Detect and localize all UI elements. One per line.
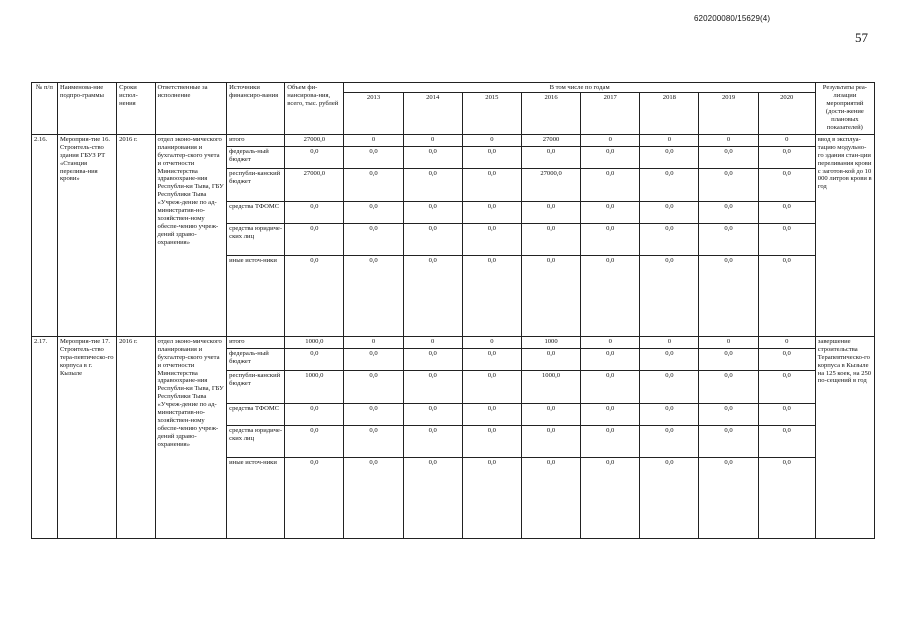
year-header-2018: 2018	[640, 92, 699, 134]
funding-source: средства ТФОМС	[227, 403, 285, 425]
year-value-2013: 0,0	[344, 255, 403, 336]
funding-source: иные источ-ники	[227, 255, 285, 336]
year-value-2019: 0,0	[699, 348, 758, 370]
year-value-2017: 0,0	[581, 348, 640, 370]
year-value-2014: 0,0	[403, 255, 462, 336]
col-total-header: Объем фи-нансирова-ния, всего, тыс. рублей	[285, 83, 344, 135]
year-value-2014: 0,0	[403, 403, 462, 425]
col-results-header: Результаты реа-лизации мероприятий (дости-жение плановых показателей)	[815, 83, 874, 135]
year-value-2014: 0,0	[403, 201, 462, 223]
year-value-2015: 0,0	[462, 425, 521, 457]
year-value-2020: 0,0	[758, 201, 815, 223]
year-value-2013: 0,0	[344, 403, 403, 425]
year-value-2013: 0,0	[344, 425, 403, 457]
execution-term: 2016 г.	[117, 336, 155, 538]
year-value-2015: 0,0	[462, 168, 521, 201]
year-value-2019: 0,0	[699, 146, 758, 168]
year-value-2018: 0,0	[640, 223, 699, 255]
year-value-2020: 0,0	[758, 425, 815, 457]
year-value-2015: 0,0	[462, 223, 521, 255]
year-value-2016: 1000	[521, 336, 580, 348]
funding-source: средства юридиче-ских лиц	[227, 223, 285, 255]
year-value-2016: 1000,0	[521, 370, 580, 403]
year-value-2016: 27000,0	[521, 168, 580, 201]
year-value-2015: 0,0	[462, 348, 521, 370]
year-header-2013: 2013	[344, 92, 403, 134]
year-value-2020: 0	[758, 336, 815, 348]
funding-total: 0,0	[285, 457, 344, 538]
col-sources-header: Источники финансиро-вания	[227, 83, 285, 135]
funding-total: 27000,0	[285, 134, 344, 146]
col-term-header: Сроки испол-нения	[117, 83, 155, 135]
year-value-2019: 0,0	[699, 403, 758, 425]
year-value-2018: 0,0	[640, 146, 699, 168]
funding-source: иные источ-ники	[227, 457, 285, 538]
year-value-2020: 0,0	[758, 348, 815, 370]
year-value-2017: 0,0	[581, 457, 640, 538]
year-value-2017: 0,0	[581, 425, 640, 457]
year-value-2017: 0,0	[581, 201, 640, 223]
subprogram-name: Мероприя-тие 16. Строитель-ство здания ГБУЗ РТ «Станция перелива-ния крови»	[57, 134, 116, 336]
year-value-2020: 0,0	[758, 168, 815, 201]
year-value-2020: 0	[758, 134, 815, 146]
year-value-2020: 0,0	[758, 255, 815, 336]
year-value-2016: 0,0	[521, 146, 580, 168]
col-years-header: В том числе по годам	[344, 83, 815, 93]
year-value-2014: 0	[403, 134, 462, 146]
execution-term: 2016 г.	[117, 134, 155, 336]
funding-source: республи-канский бюджет	[227, 168, 285, 201]
year-header-2016: 2016	[521, 92, 580, 134]
page-number: 57	[855, 30, 868, 45]
year-value-2013: 0,0	[344, 168, 403, 201]
year-value-2013: 0	[344, 134, 403, 146]
document-number: 620200080/15629(4)	[694, 14, 771, 23]
program-table	[31, 82, 875, 539]
year-value-2018: 0,0	[640, 457, 699, 538]
year-header-2019: 2019	[699, 92, 758, 134]
year-value-2015: 0,0	[462, 255, 521, 336]
year-value-2017: 0,0	[581, 255, 640, 336]
funding-source: средства ТФОМС	[227, 201, 285, 223]
funding-source: итого	[227, 134, 285, 146]
year-value-2019: 0,0	[699, 457, 758, 538]
year-value-2020: 0,0	[758, 457, 815, 538]
col-num-header: № п/п	[32, 83, 58, 135]
year-value-2013: 0,0	[344, 223, 403, 255]
year-value-2014: 0,0	[403, 223, 462, 255]
year-value-2014: 0,0	[403, 370, 462, 403]
year-value-2015: 0	[462, 134, 521, 146]
year-value-2013: 0,0	[344, 457, 403, 538]
year-value-2017: 0,0	[581, 370, 640, 403]
result-text: ввод в эксплуа-тацию модульно-го здания стан-ции переливания крови с заготов-кой до 10 000 литров крови в год	[815, 134, 874, 336]
funding-total: 1000,0	[285, 370, 344, 403]
funding-total: 0,0	[285, 403, 344, 425]
year-value-2019: 0,0	[699, 223, 758, 255]
year-value-2018: 0,0	[640, 201, 699, 223]
year-value-2014: 0,0	[403, 168, 462, 201]
responsible-party: отдел эконо-мического планирования и бухгалтер-ского учета и отчетности Министерства здравоохране-ния Республи-ки Тыва, ГБУ Республики Тыва «Учреж-дение по ад-министратив-но-хозяйствен-ному обеспе-чению учреж-дений здраво-охранения»	[155, 336, 227, 538]
funding-source: итого	[227, 336, 285, 348]
year-value-2017: 0,0	[581, 403, 640, 425]
row-number: 2.16.	[32, 134, 58, 336]
year-value-2014: 0,0	[403, 425, 462, 457]
year-value-2019: 0	[699, 336, 758, 348]
funding-source: средства юридиче-ских лиц	[227, 425, 285, 457]
table-header	[32, 83, 875, 135]
funding-source: республи-канский бюджет	[227, 370, 285, 403]
year-value-2017: 0	[581, 336, 640, 348]
year-value-2015: 0	[462, 336, 521, 348]
year-value-2016: 0,0	[521, 255, 580, 336]
year-value-2015: 0,0	[462, 201, 521, 223]
funding-source: федераль-ный бюджет	[227, 348, 285, 370]
year-value-2018: 0,0	[640, 255, 699, 336]
year-value-2013: 0,0	[344, 348, 403, 370]
year-value-2016: 0,0	[521, 223, 580, 255]
year-header-2014: 2014	[403, 92, 462, 134]
year-value-2013: 0,0	[344, 201, 403, 223]
year-value-2014: 0,0	[403, 348, 462, 370]
funding-total: 1000,0	[285, 336, 344, 348]
year-value-2019: 0,0	[699, 201, 758, 223]
funding-total: 0,0	[285, 223, 344, 255]
year-header-2017: 2017	[581, 92, 640, 134]
table-body	[32, 134, 875, 538]
subprogram-name: Мероприя-тие 17. Строитель-ство тера-певтическо-го корпуса в г. Кызыле	[57, 336, 116, 538]
responsible-party: отдел эконо-мического планирования и бухгалтер-ского учета и отчетности Министерства здравоохране-ния Республи-ки Тыва, ГБУ Республики Тыва «Учреж-дение по ад-министратив-но-хозяйствен-ному обеспе-чению учреж-дений здраво-охранения»	[155, 134, 227, 336]
year-value-2014: 0,0	[403, 146, 462, 168]
year-value-2013: 0	[344, 336, 403, 348]
year-value-2014: 0	[403, 336, 462, 348]
year-value-2018: 0,0	[640, 425, 699, 457]
year-value-2016: 0,0	[521, 201, 580, 223]
year-value-2017: 0	[581, 134, 640, 146]
result-text: завершение строительства Терапевтическо-го корпуса в Кызыле на 125 коек, на 250 по-сещений в год	[815, 336, 874, 538]
year-value-2020: 0,0	[758, 370, 815, 403]
year-value-2020: 0,0	[758, 146, 815, 168]
year-value-2018: 0,0	[640, 403, 699, 425]
funding-total: 0,0	[285, 146, 344, 168]
year-value-2015: 0,0	[462, 370, 521, 403]
col-name-header: Наименова-ние подпро-граммы	[57, 83, 116, 135]
funding-total: 0,0	[285, 348, 344, 370]
year-value-2016: 0,0	[521, 403, 580, 425]
funding-total: 0,0	[285, 255, 344, 336]
funding-source: федераль-ный бюджет	[227, 146, 285, 168]
year-value-2018: 0,0	[640, 348, 699, 370]
year-value-2020: 0,0	[758, 403, 815, 425]
year-value-2018: 0,0	[640, 168, 699, 201]
funding-total: 0,0	[285, 201, 344, 223]
year-value-2019: 0,0	[699, 370, 758, 403]
year-value-2019: 0	[699, 134, 758, 146]
year-value-2014: 0,0	[403, 457, 462, 538]
year-value-2013: 0,0	[344, 370, 403, 403]
year-value-2017: 0,0	[581, 223, 640, 255]
funding-total: 0,0	[285, 425, 344, 457]
year-header-2015: 2015	[462, 92, 521, 134]
year-value-2016: 0,0	[521, 425, 580, 457]
year-value-2019: 0,0	[699, 425, 758, 457]
year-value-2020: 0,0	[758, 223, 815, 255]
year-value-2016: 0,0	[521, 457, 580, 538]
year-value-2018: 0,0	[640, 370, 699, 403]
year-value-2015: 0,0	[462, 457, 521, 538]
funding-total: 27000,0	[285, 168, 344, 201]
year-value-2018: 0	[640, 134, 699, 146]
year-value-2013: 0,0	[344, 146, 403, 168]
year-header-2020: 2020	[758, 92, 815, 134]
year-value-2019: 0,0	[699, 255, 758, 336]
col-resp-header: Ответственные за исполнение	[155, 83, 227, 135]
year-value-2016: 27000	[521, 134, 580, 146]
table-row	[32, 134, 875, 146]
year-value-2015: 0,0	[462, 403, 521, 425]
row-number: 2.17.	[32, 336, 58, 538]
year-value-2019: 0,0	[699, 168, 758, 201]
year-value-2018: 0	[640, 336, 699, 348]
table-row	[32, 336, 875, 348]
year-value-2015: 0,0	[462, 146, 521, 168]
year-value-2017: 0,0	[581, 146, 640, 168]
year-value-2016: 0,0	[521, 348, 580, 370]
year-value-2017: 0,0	[581, 168, 640, 201]
